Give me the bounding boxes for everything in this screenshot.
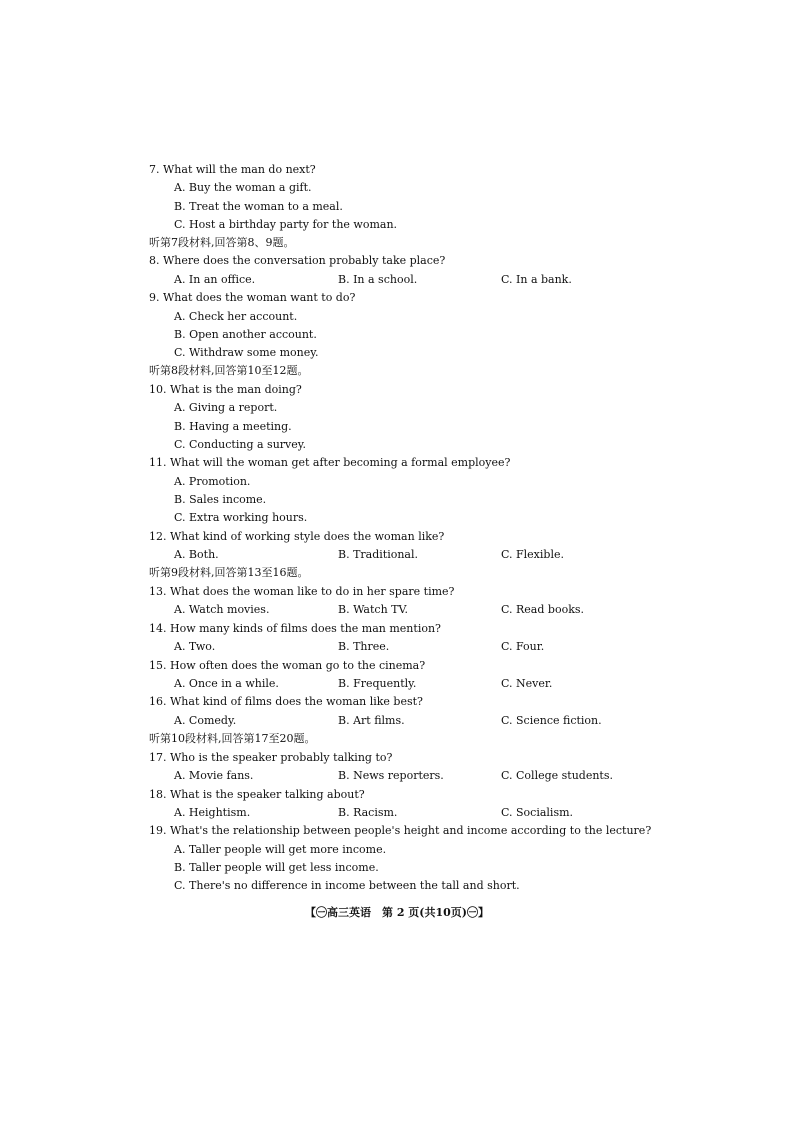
option-10b: B. Having a meeting. [174, 420, 292, 433]
option-9a: A. Check her account. [174, 310, 298, 323]
question-7: 7. What will the man do next? [149, 163, 316, 176]
question-10: 10. What is the man doing? [149, 383, 302, 396]
option-10c: C. Conducting a survey. [174, 438, 307, 451]
option-11c: C. Extra working hours. [174, 511, 308, 524]
section-8-instruction: 听第8段材料,回答第10至12题。 [149, 364, 309, 377]
option-18c: C. Socialism. [501, 806, 574, 819]
question-17: 17. Who is the speaker probably talking to? [149, 751, 393, 764]
option-16b: B. Art films. [338, 714, 405, 727]
option-13c: C. Read books. [501, 603, 584, 616]
question-14: 14. How many kinds of films does the man mention? [149, 622, 441, 635]
question-12: 12. What kind of working style does the woman like? [149, 530, 445, 543]
option-7b: B. Treat the woman to a meal. [174, 200, 343, 213]
option-17a: A. Movie fans. [174, 769, 254, 782]
option-9b: B. Open another account. [174, 328, 317, 341]
option-14b: B. Three. [338, 640, 390, 653]
question-18: 18. What is the speaker talking about? [149, 788, 365, 801]
option-17c: C. College students. [501, 769, 613, 782]
option-15b: B. Frequently. [338, 677, 417, 690]
page-footer: 【㊀高三英语 第 2 页(共10页)㊀】 [304, 906, 490, 919]
section-9-instruction: 听第9段材料,回答第13至16题。 [149, 566, 309, 579]
option-18b: B. Racism. [338, 806, 398, 819]
option-14c: C. Four. [501, 640, 545, 653]
section-7-instruction: 听第7段材料,回答第8、9题。 [149, 236, 295, 249]
option-8c: C. In a bank. [501, 273, 572, 286]
option-19a: A. Taller people will get more income. [174, 843, 387, 856]
option-12c: C. Flexible. [501, 548, 564, 561]
option-19b: B. Taller people will get less income. [174, 861, 379, 874]
option-16c: C. Science fiction. [501, 714, 602, 727]
question-8: 8. Where does the conversation probably take place? [149, 254, 446, 267]
option-12a: A. Both. [174, 548, 219, 561]
question-16: 16. What kind of films does the woman like best? [149, 695, 423, 708]
option-10a: A. Giving a report. [174, 401, 278, 414]
question-11: 11. What will the woman get after becoming a formal employee? [149, 456, 511, 469]
option-16a: A. Comedy. [174, 714, 237, 727]
option-15c: C. Never. [501, 677, 553, 690]
option-8b: B. In a school. [338, 273, 418, 286]
option-13b: B. Watch TV. [338, 603, 409, 616]
option-13a: A. Watch movies. [174, 603, 270, 616]
option-18a: A. Heightism. [174, 806, 251, 819]
option-11a: A. Promotion. [174, 475, 251, 488]
option-7c: C. Host a birthday party for the woman. [174, 218, 398, 231]
question-15: 15. How often does the woman go to the cinema? [149, 659, 426, 672]
option-7a: A. Buy the woman a gift. [174, 181, 312, 194]
option-19c: C. There's no difference in income between the tall and short. [174, 879, 520, 892]
question-13: 13. What does the woman like to do in her spare time? [149, 585, 455, 598]
option-12b: B. Traditional. [338, 548, 419, 561]
option-9c: C. Withdraw some money. [174, 346, 319, 359]
option-17b: B. News reporters. [338, 769, 444, 782]
option-15a: A. Once in a while. [174, 677, 279, 690]
option-11b: B. Sales income. [174, 493, 267, 506]
question-19: 19. What's the relationship between people's height and income according to the lecture? [149, 824, 652, 837]
question-9: 9. What does the woman want to do? [149, 291, 356, 304]
option-8a: A. In an office. [174, 273, 256, 286]
option-14a: A. Two. [174, 640, 216, 653]
section-10-instruction: 听第10段材料,回答第17至20题。 [149, 732, 316, 745]
